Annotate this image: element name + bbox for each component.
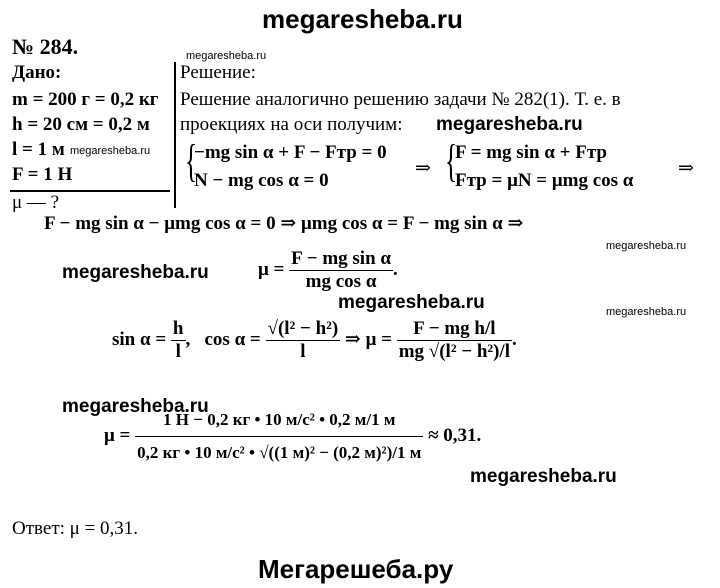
numeric-result: ≈ 0,31.: [428, 424, 482, 446]
watermark-inline: megaresheba.ru: [470, 466, 617, 487]
mu-numerator: F − mg sin α: [291, 248, 392, 269]
numeric-lhs: μ =: [104, 424, 131, 446]
watermark-inline: megaresheba.ru: [186, 50, 267, 62]
find-value: μ — ?: [12, 192, 60, 213]
system1-eq2: N − mg cos α = 0: [194, 170, 329, 191]
watermark-bottom: Мегарешеба.ру: [258, 554, 454, 584]
sin-denominator: l: [175, 341, 181, 362]
system2-eq2: Fтр = μN = μmg cos α: [455, 170, 634, 191]
numeric-denominator: 0,2 кг • 10 м/с² • √((1 м)² − (0,2 м)²)/1 м: [137, 443, 422, 462]
given-mass: m = 200 г = 0,2 кг: [12, 89, 159, 110]
watermark-inline: megaresheba.ru: [436, 114, 583, 135]
sin-fraction: [171, 318, 186, 363]
mu-end: .: [512, 328, 517, 350]
cos-fraction: [266, 318, 341, 363]
mu-end: .: [393, 258, 398, 280]
cos-denominator: l: [300, 341, 306, 362]
solution-title: Решение:: [180, 62, 256, 83]
system2-eq1: F = mg sin α + Fтр: [455, 142, 607, 163]
given-length: l = 1 м: [12, 139, 65, 160]
mu2-denominator: mg √(l² − h²)/l: [398, 341, 510, 362]
numeric-fraction: [135, 410, 423, 463]
implies-arrow: ⇒: [678, 158, 694, 179]
watermark-inline: megaresheba.ru: [606, 306, 687, 318]
mu-denominator: mg cos α: [305, 271, 377, 292]
watermark-inline: megaresheba.ru: [62, 262, 209, 283]
mu2-mid: ⇒ μ =: [344, 328, 392, 350]
trig-formula: [112, 318, 517, 363]
equation-line: F − mg sin α − μmg cos α = 0 ⇒ μmg cos α = F − mg sin α ⇒: [44, 213, 524, 234]
numeric-numerator: 1 Н − 0,2 кг • 10 м/с² • 0,2 м/1 м: [135, 410, 423, 437]
mu-formula: [258, 248, 398, 293]
sin-lhs: sin α =: [112, 328, 167, 350]
brace-left: {: [184, 135, 198, 186]
given-title: Дано:: [12, 62, 62, 83]
watermark-inline: megaresheba.ru: [606, 240, 687, 252]
mu-fraction: [289, 248, 393, 293]
cos-numerator: √(l² − h²): [267, 318, 339, 339]
mu2-fraction: [397, 318, 512, 363]
implies-arrow: ⇒: [415, 158, 431, 179]
mu2-numerator: F − mg h/l: [397, 318, 512, 341]
given-height: h = 20 см = 0,2 м: [12, 114, 150, 135]
brace-right: {: [444, 135, 458, 186]
problem-number: № 284.: [12, 34, 79, 59]
given-force: F = 1 Н: [12, 164, 73, 185]
sin-numerator: h: [172, 318, 184, 339]
numeric-formula: [104, 410, 481, 463]
watermark-inline: megaresheba.ru: [338, 292, 485, 313]
answer: Ответ: μ = 0,31.: [12, 518, 139, 539]
solution-intro-1: Решение аналогично решению задачи № 282(1). Т. е. в: [180, 89, 621, 110]
mu-lhs: μ =: [258, 258, 285, 280]
cos-lhs: cos α =: [204, 328, 261, 350]
given-separator: [174, 62, 176, 208]
watermark-inline: megaresheba.ru: [62, 396, 209, 417]
watermark-inline: megaresheba.ru: [70, 145, 151, 157]
solution-intro-2: проекциях на оси получим:: [180, 114, 403, 135]
separator: ,: [185, 328, 191, 350]
system1-eq1: −mg sin α + F − Fтр = 0: [194, 142, 387, 163]
watermark-top: megaresheba.ru: [262, 4, 463, 34]
